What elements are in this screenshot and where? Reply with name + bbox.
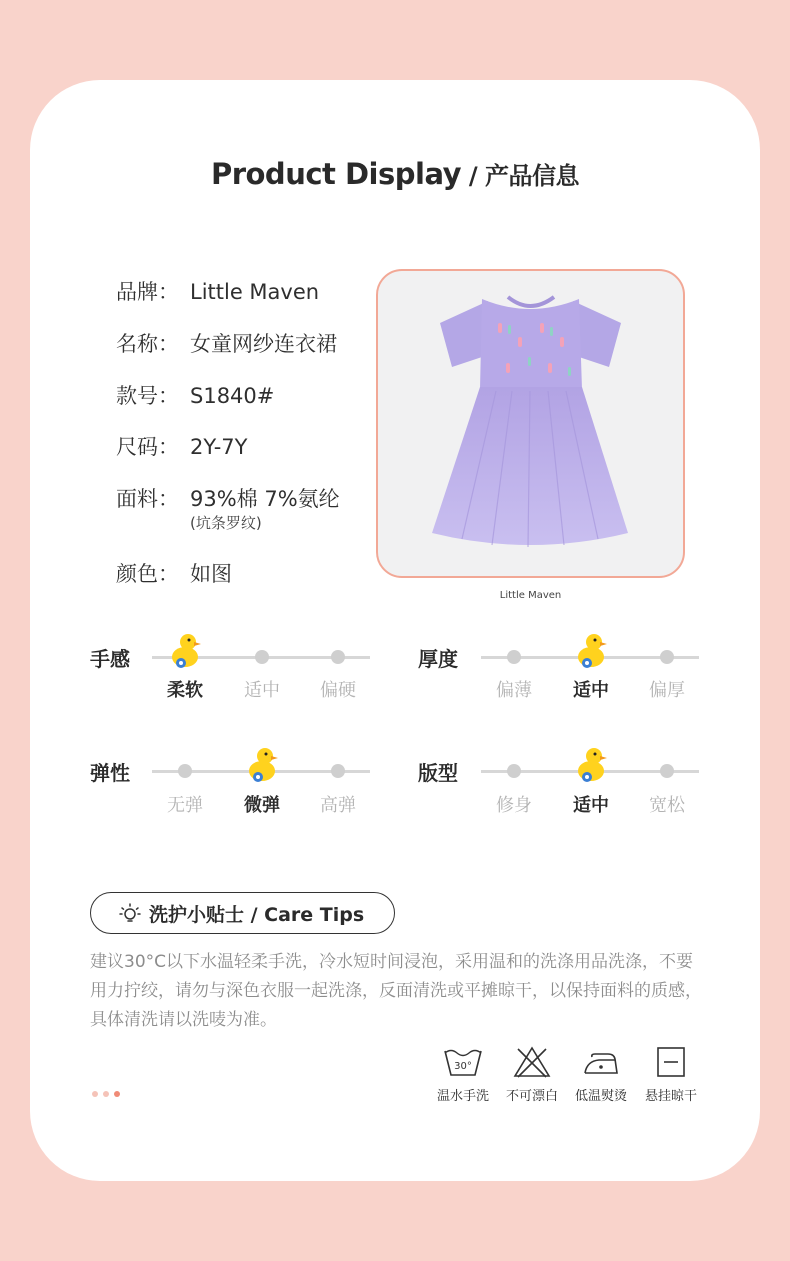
hang-dry-icon (651, 1045, 691, 1079)
info-row-fabric: 面料： 93%棉 7%氨纶 (116, 487, 340, 511)
care-hand-wash: 30° 温水手洗 (428, 1045, 498, 1104)
title-cn: / 产品信息 (461, 162, 580, 190)
info-row-size: 尺码： 2Y-7Y (116, 435, 248, 459)
care-tips-label: 洗护小贴士 / Care Tips (149, 903, 365, 926)
product-photo (376, 269, 685, 578)
hand-wash-30-icon (443, 1045, 483, 1079)
duck-marker-icon (574, 745, 608, 785)
scale-dot (507, 650, 521, 664)
fabric-note: (坑条罗纹) (190, 514, 262, 532)
info-row-style: 款号： S1840# (116, 384, 275, 408)
photo-caption: Little Maven (499, 590, 562, 601)
scale-dot (255, 650, 269, 664)
care-hang-dry: 悬挂晾干 (636, 1045, 706, 1104)
page-dot-active (114, 1091, 120, 1097)
scale-dot (660, 764, 674, 778)
scale-option: 高弹 (320, 795, 356, 816)
duck-marker-icon (574, 631, 608, 671)
title-en: Product Display (210, 157, 462, 191)
scale-label-elasticity: 弹性 (90, 761, 130, 785)
care-tips-title (90, 892, 395, 934)
svg-text:30°: 30° (454, 1061, 472, 1072)
info-row-color: 颜色： 如图 (116, 562, 232, 586)
scale-dot (660, 650, 674, 664)
page-indicator (92, 1091, 120, 1097)
scale-option: 适中 (573, 680, 609, 701)
scale-option: 偏厚 (649, 680, 685, 701)
scale-dot (331, 650, 345, 664)
duck-marker-icon (168, 631, 202, 671)
page-title (0, 156, 790, 191)
scale-option: 修身 (496, 795, 532, 816)
page-dot (92, 1091, 98, 1097)
scale-option: 偏薄 (496, 680, 532, 701)
scale-option: 微弹 (244, 795, 280, 816)
scale-dot (331, 764, 345, 778)
care-no-bleach: 不可漂白 (497, 1045, 567, 1104)
scale-option: 适中 (573, 795, 609, 816)
scale-option: 宽松 (649, 795, 685, 816)
info-row-name: 名称： 女童网纱连衣裙 (116, 332, 337, 356)
scale-option: 适中 (244, 680, 280, 701)
scale-option: 偏硬 (320, 680, 356, 701)
scale-option: 柔软 (167, 680, 203, 701)
scale-dot (507, 764, 521, 778)
duck-marker-icon (245, 745, 279, 785)
page-dot (103, 1091, 109, 1097)
care-tips-text: 建议30°C以下水温轻柔手洗，冷水短时间浸泡，采用温和的洗涤用品洗涤，不要用力拧绞，请勿与深色衣服一起洗涤，反面清洗或平摊晾干，以保持面料的质感，具体清洗请以洗唛为准。 (90, 952, 702, 1030)
scale-label-thickness: 厚度 (418, 647, 458, 671)
lightbulb-icon (119, 902, 141, 924)
low-iron-icon (581, 1045, 621, 1079)
scale-label-fit: 版型 (418, 761, 458, 785)
scale-option: 无弹 (167, 795, 203, 816)
care-low-iron: 低温熨烫 (566, 1045, 636, 1104)
info-row-brand: 品牌： Little Maven (116, 280, 320, 304)
scale-dot (178, 764, 192, 778)
dress-image (378, 271, 683, 576)
scale-label-texture: 手感 (90, 647, 130, 671)
no-bleach-icon (512, 1045, 552, 1079)
